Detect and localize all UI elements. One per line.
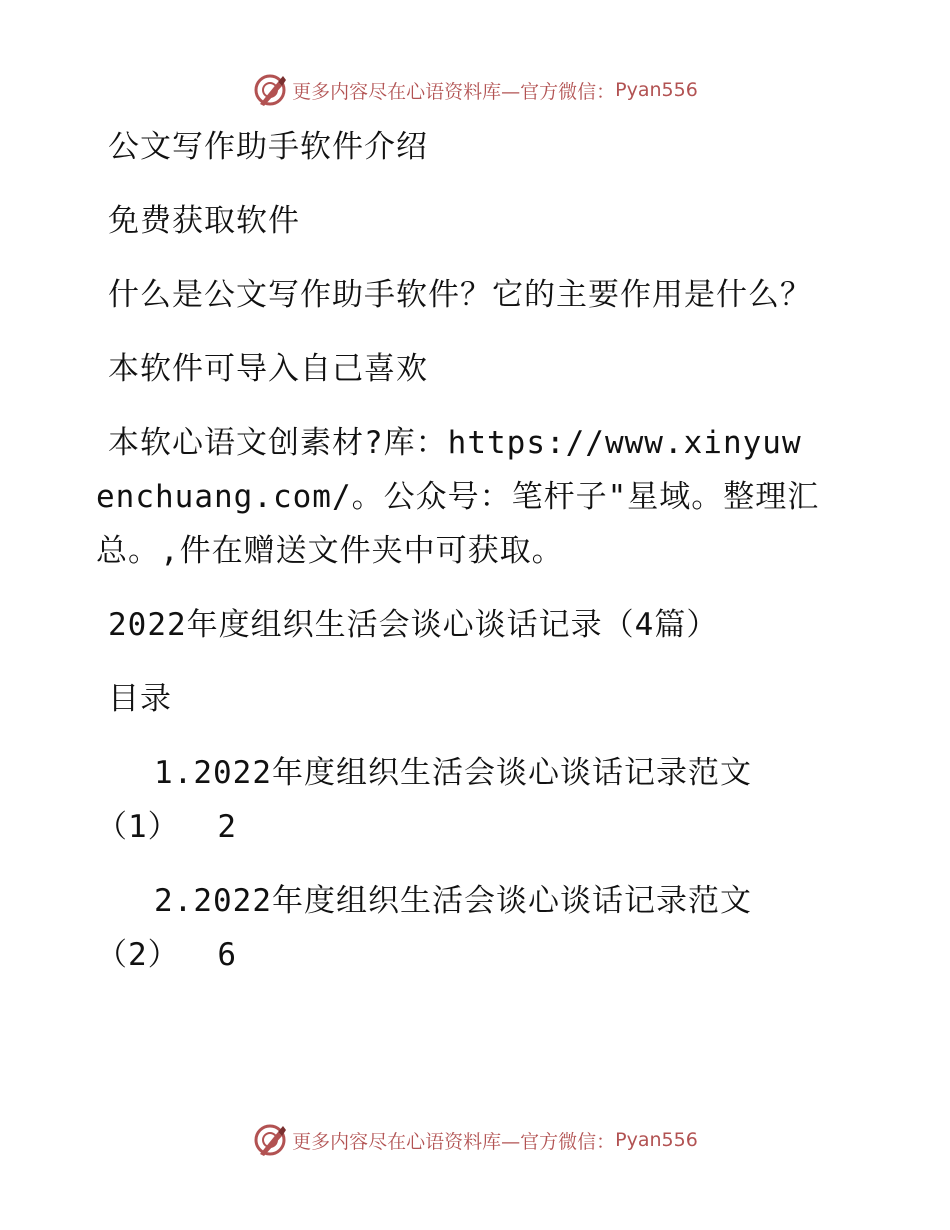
watermark-handle: Pyan556 — [615, 1129, 698, 1151]
toc-entry-1-page: 2 — [217, 809, 238, 845]
document-title: 2022年度组织生活会谈心谈话记录（4篇） — [108, 607, 719, 643]
toc-entry-1 — [96, 746, 821, 854]
header-watermark — [0, 70, 950, 110]
toc-heading: 目录 — [108, 681, 172, 717]
pen-logo-icon — [252, 1122, 288, 1158]
what-is-software-question: 什么是公文写作助手软件？它的主要作用是什么？ — [108, 277, 812, 313]
watermark-handle: Pyan556 — [615, 79, 698, 101]
source-info-paragraph: 本软心语文创素材?库：https://www.xinyuwenchuang.com/。公众号：笔杆子"星域。整理汇总。,件在赠送文件夹中可获取。 — [96, 425, 820, 569]
watermark-text: 更多内容尽在心语资料库—官方微信： — [292, 80, 616, 103]
toc-entry-1-title: 1.2022年度组织生活会谈心谈话记录范文（1） — [96, 755, 752, 845]
footer-watermark — [0, 1120, 950, 1160]
import-line: 本软件可导入自己喜欢 — [108, 351, 428, 387]
software-intro-heading: 公文写作助手软件介绍 — [108, 129, 428, 165]
document-body — [96, 120, 821, 982]
watermark-text: 更多内容尽在心语资料库—官方微信： — [292, 1130, 616, 1153]
toc-entry-2-title: 2.2022年度组织生活会谈心谈话记录范文（2） — [96, 883, 752, 973]
toc-entry-2 — [96, 874, 821, 982]
free-download-line: 免费获取软件 — [108, 203, 300, 239]
toc-entry-2-page: 6 — [217, 937, 238, 973]
pen-logo-icon — [252, 72, 288, 108]
